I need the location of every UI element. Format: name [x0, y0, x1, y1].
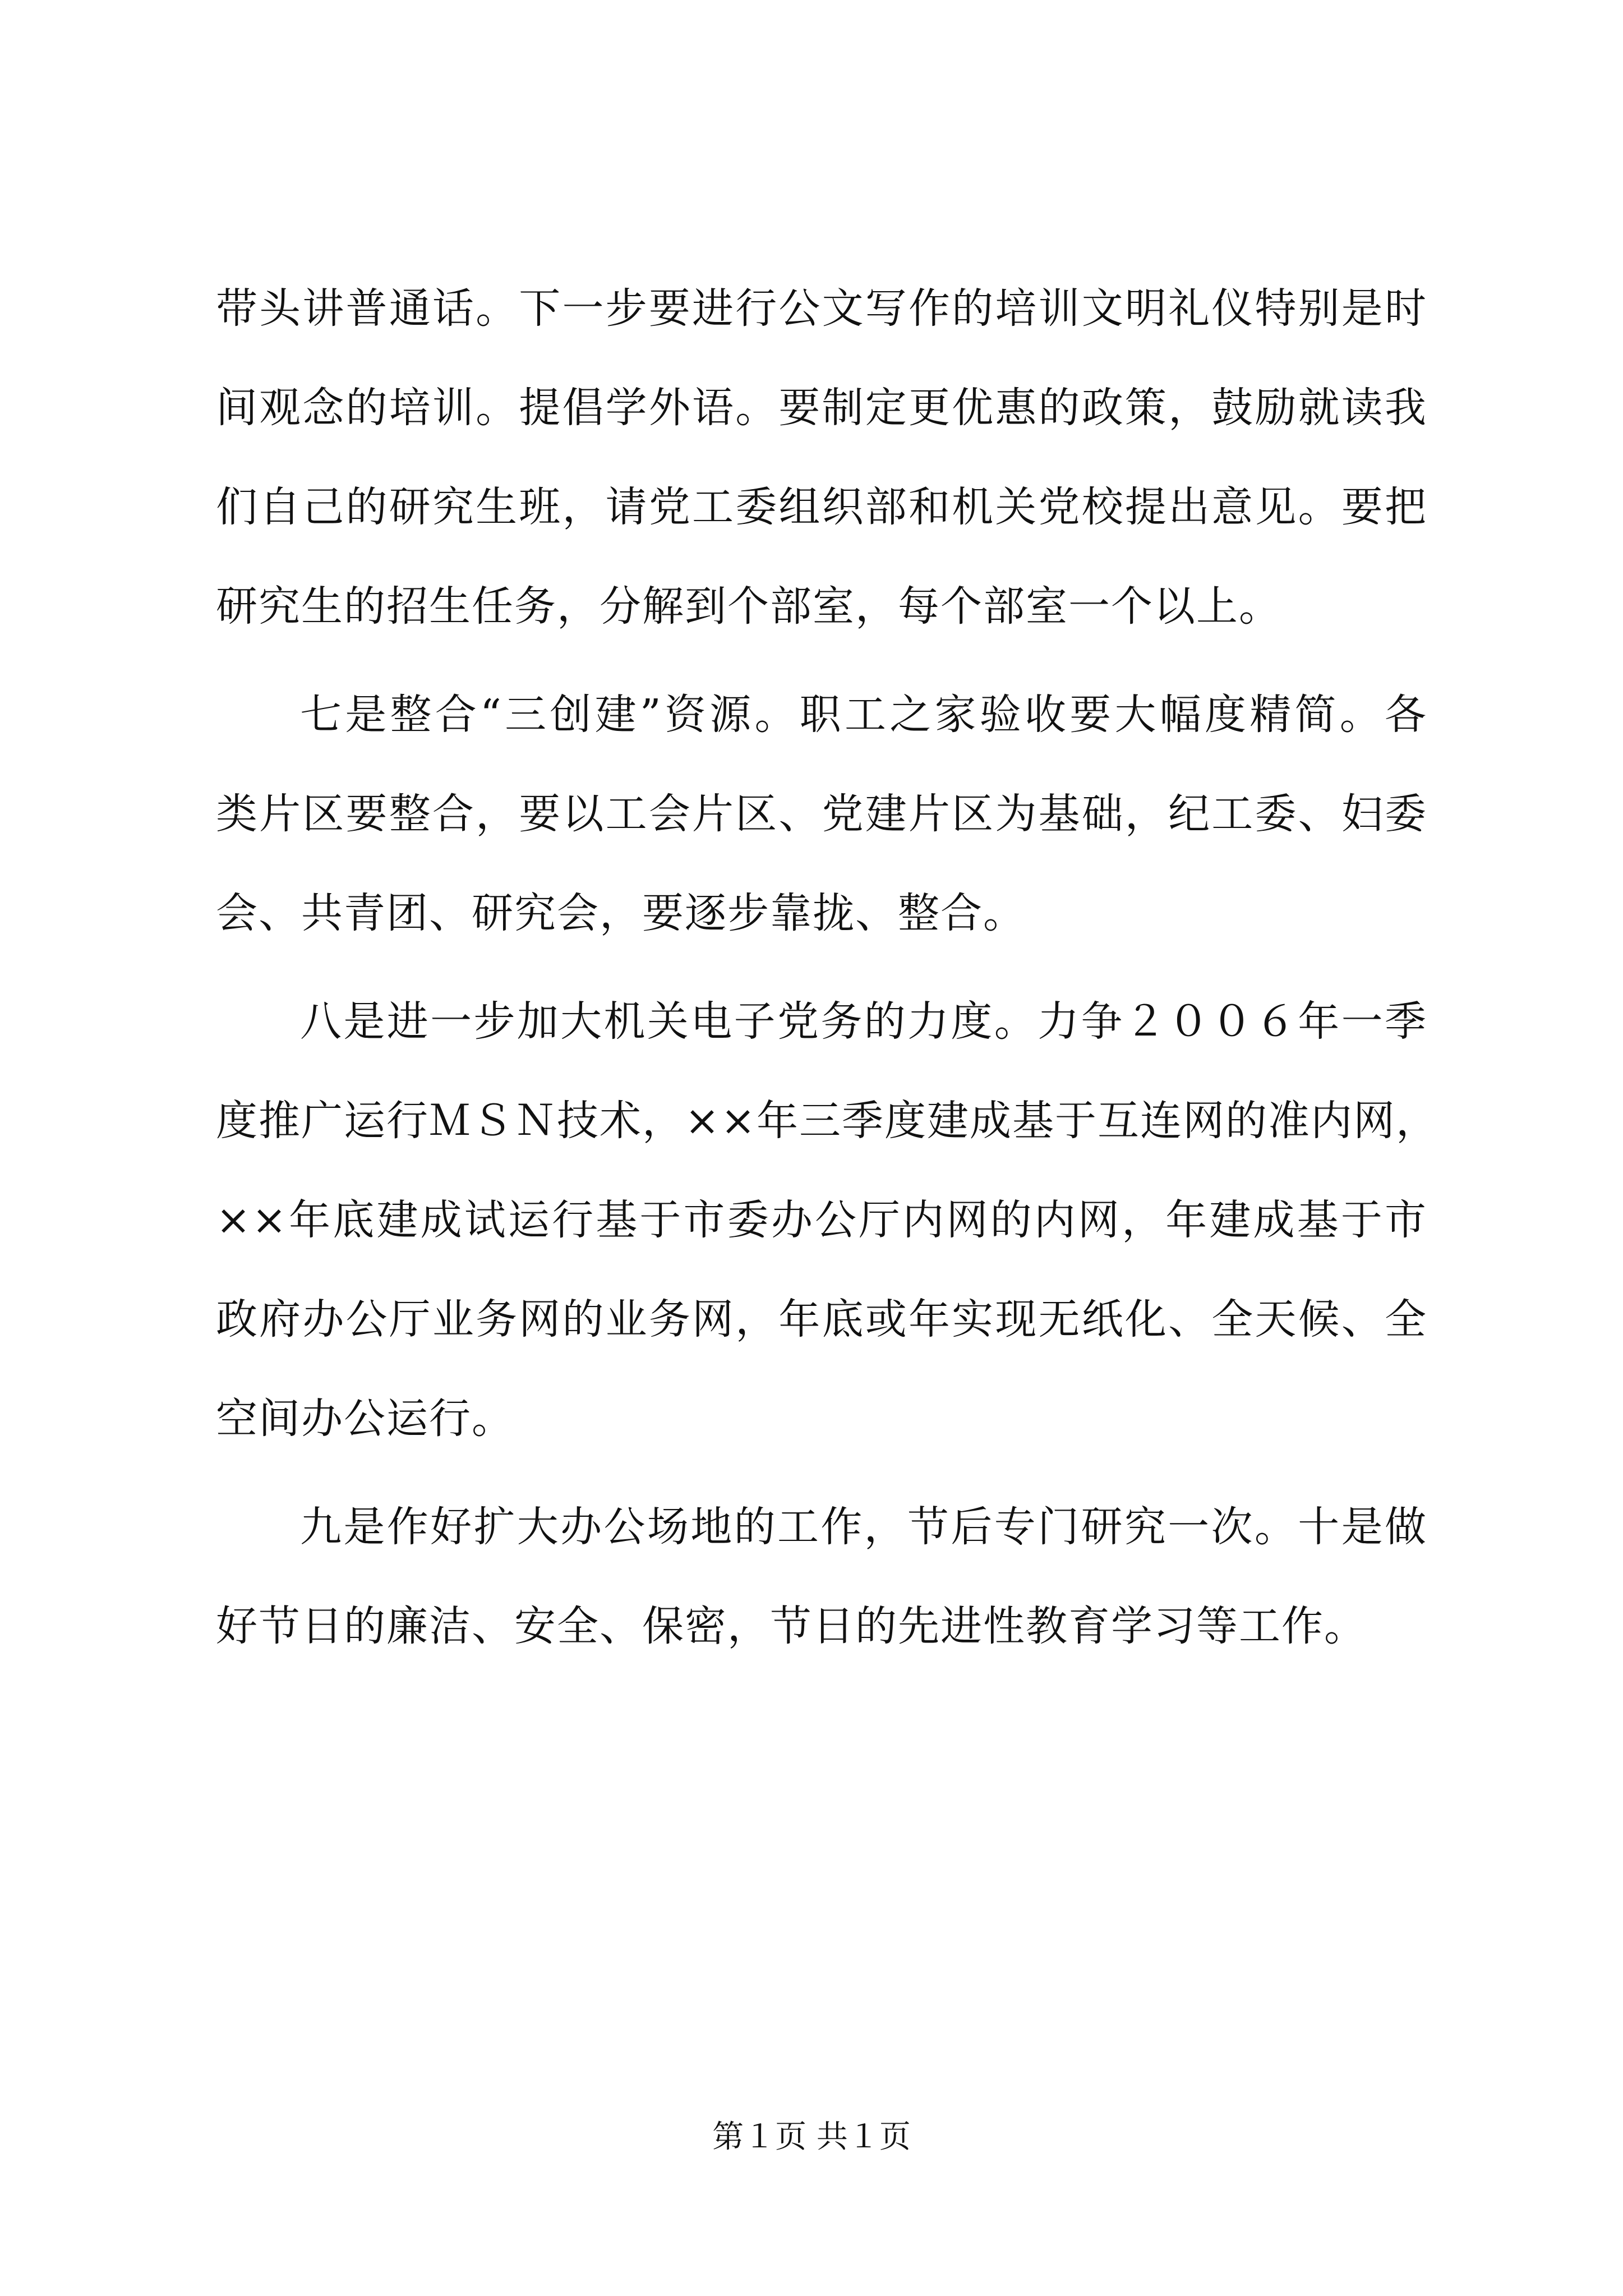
- text-line: 七是整合“三创建”资源。职工之家验收要大幅度精简。各: [300, 691, 1427, 739]
- text-line: ××年底建成试运行基于市委办公厅内网的内网，年建成基于市: [216, 1196, 1427, 1244]
- text-line: 空间办公运行。: [216, 1395, 514, 1443]
- text-line: 政府办公厅业务网的业务网，年底或年实现无纸化、全天候、全: [216, 1295, 1427, 1343]
- text-line: 间观念的培训。提倡学外语。要制定更优惠的政策，鼓励就读我: [216, 384, 1427, 432]
- paragraph-2: [216, 665, 1427, 963]
- text-line: 研究生的招生任务，分解到个部室，每个部室一个以上。: [216, 582, 1281, 631]
- paragraph-3: [216, 972, 1439, 1469]
- text-line: 类片区要整合，要以工会片区、党建片区为基础，纪工委、妇委: [216, 790, 1427, 838]
- paragraph-1: [216, 259, 1427, 656]
- text-line: 八是进一步加大机关电子党务的力度。力争２００６年一季: [300, 997, 1427, 1046]
- text-line: 带头讲普通话。下一步要进行公文写作的培训文明礼仪特别是时: [216, 284, 1427, 333]
- paragraph-4: [216, 1478, 1427, 1676]
- text-line: 度推广运行ＭＳＮ技术，××年三季度建成基于互连网的准内网，: [216, 1097, 1439, 1145]
- text-line: 九是作好扩大办公场地的工作，节后专门研究一次。十是做: [300, 1503, 1427, 1551]
- document-body: [216, 259, 1439, 1676]
- text-line: 会、共青团、研究会，要逐步靠拢、整合。: [216, 889, 1026, 937]
- text-line: 好节日的廉洁、安全、保密，节日的先进性教育学习等工作。: [216, 1602, 1367, 1650]
- text-line: 们自己的研究生班，请党工委组织部和机关党校提出意见。要把: [216, 483, 1427, 531]
- page-number-footer: 第１页 共１页: [712, 2119, 911, 2155]
